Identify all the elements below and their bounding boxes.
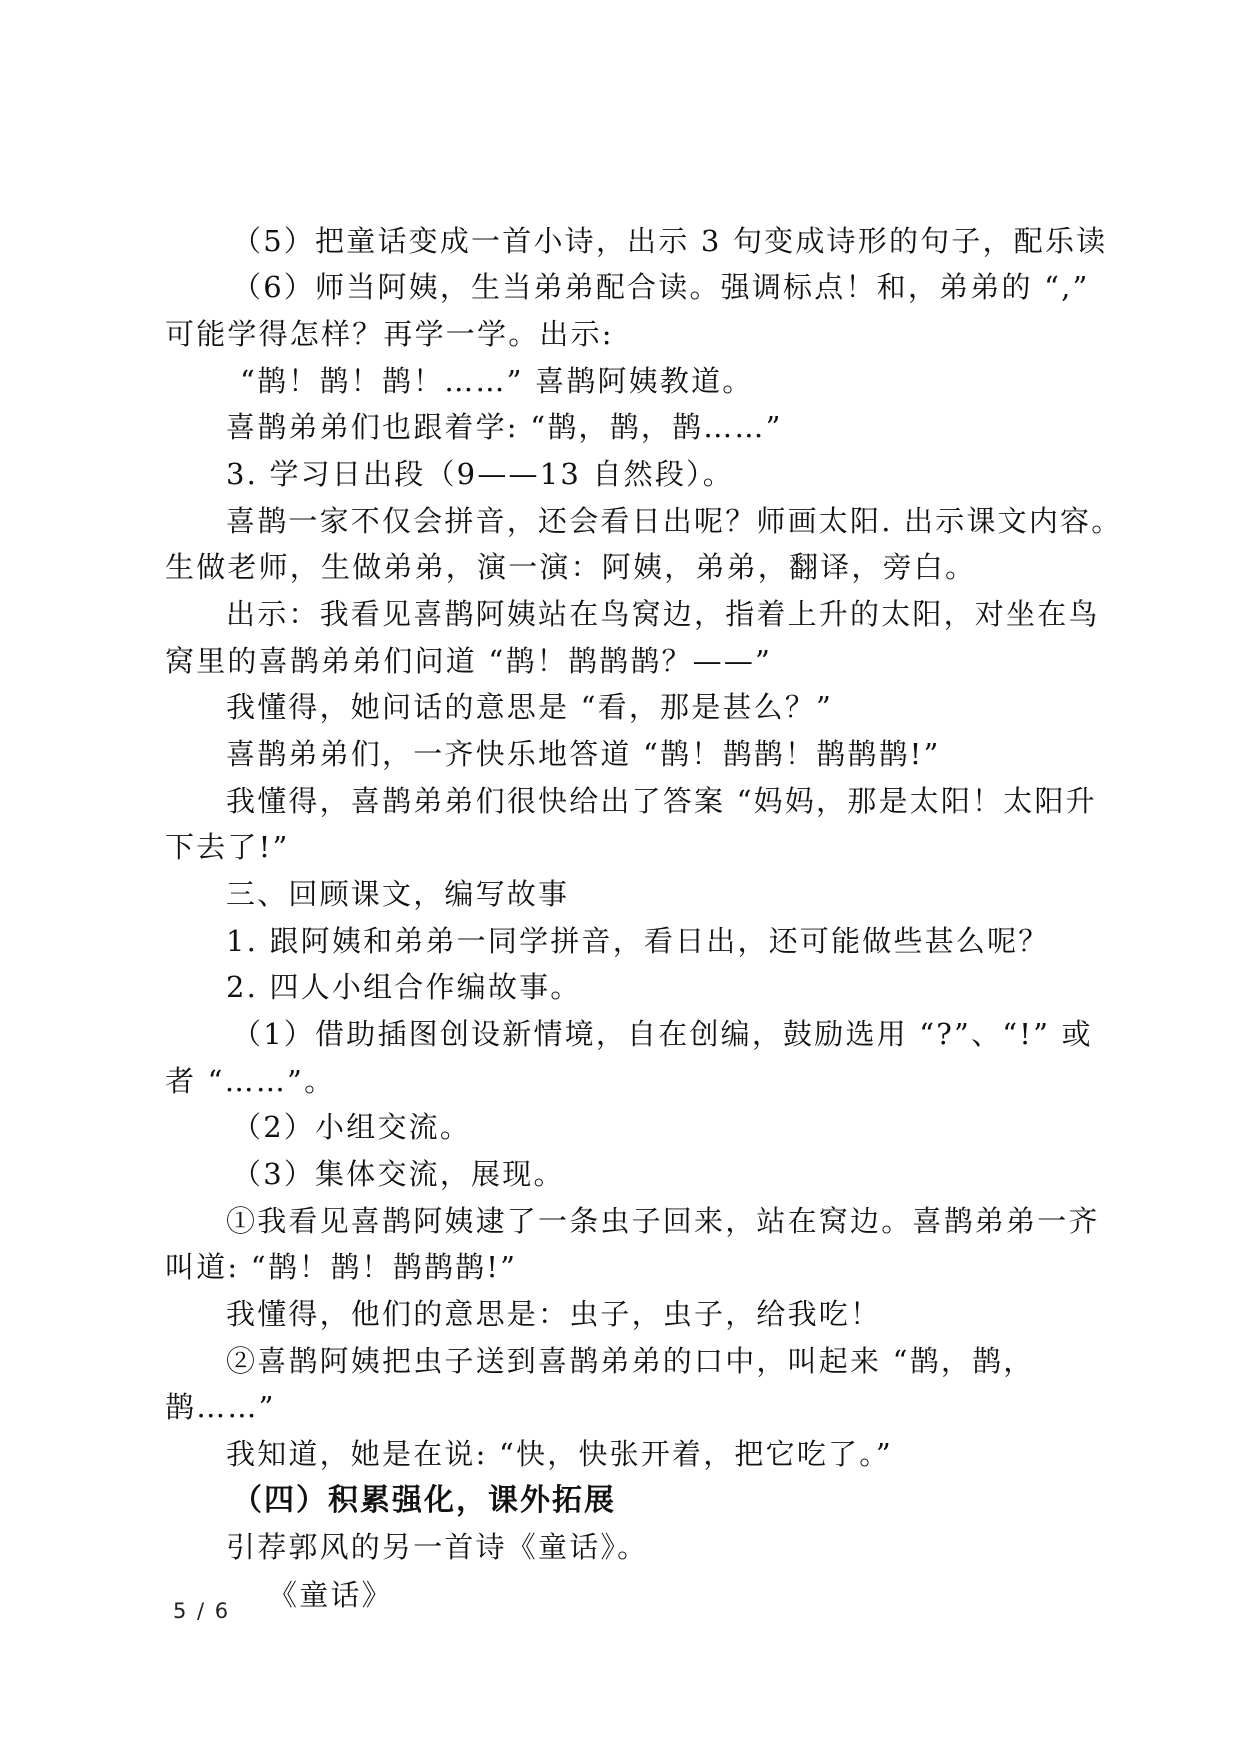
text-line: 出示：我看见喜鹊阿姨站在鸟窝边，指着上升的太阳，对坐在鸟 [226, 597, 1100, 631]
text-line: （1）借助插图创设新情境，自在创编，鼓励选用 “?”、“!” 或 [232, 1017, 1093, 1051]
text-line: 我懂得，他们的意思是：虫子，虫子，给我吃！ [226, 1297, 882, 1331]
text-line: 下去了!” [165, 830, 290, 864]
text-line: 1. 跟阿姨和弟弟一同学拼音，看日出，还可能做些甚么呢？ [226, 924, 1050, 958]
section-heading: （四）积累强化，课外拓展 [232, 1483, 616, 1518]
text-line: 引荐郭风的另一首诗《童话》。 [226, 1530, 649, 1564]
text-line: 2. 四人小组合作编故事。 [226, 970, 582, 1004]
text-line: 鹊……” [165, 1390, 276, 1424]
text-line: ②喜鹊阿姨把虫子送到喜鹊弟弟的口中，叫起来 “鹊，鹊， [226, 1344, 1035, 1378]
text-line: 窝里的喜鹊弟弟们问道 “鹊！鹊鹊鹊？——” [165, 644, 773, 678]
text-line: （6）师当阿姨，生当弟弟配合读。强调标点！和，弟弟的 “,” [232, 270, 1090, 304]
text-line: （2）小组交流。 [232, 1110, 472, 1144]
text-line: 三、回顾课文，编写故事 [226, 877, 570, 911]
text-line: 3. 学习日出段（9——13 自然段）。 [226, 457, 734, 491]
text-line: “鹊！鹊！鹊！……” 喜鹊阿姨教道。 [240, 364, 754, 398]
text-line: （5）把童话变成一首小诗，出示 3 句变成诗形的句子，配乐读 [232, 224, 1108, 258]
page-number: 5 / 6 [173, 1599, 231, 1623]
text-line: 喜鹊弟弟们也跟着学: “鹊，鹊，鹊……” [226, 410, 783, 444]
text-line: 者 “……”。 [165, 1064, 336, 1098]
text-line: 生做老师，生做弟弟，演一演：阿姨，弟弟，翻译，旁白。 [165, 550, 977, 584]
text-line: 我懂得，喜鹊弟弟们很快给出了答案 “妈妈，那是太阳！太阳升 [226, 784, 1097, 818]
text-line: 喜鹊一家不仅会拼音，还会看日出呢？师画太阳. 出示课文内容。 [226, 504, 1123, 538]
text-line: 可能学得怎样？再学一学。出示: [165, 317, 614, 351]
text-line: 叫道: “鹊！鹊！鹊鹊鹊!” [165, 1250, 518, 1284]
text-line: （3）集体交流，展现。 [232, 1157, 565, 1191]
text-line: 喜鹊弟弟们，一齐快乐地答道 “鹊！鹊鹊！鹊鹊鹊!” [226, 737, 941, 771]
text-line: 我懂得，她问话的意思是 “看，那是甚么？” [226, 690, 834, 724]
poem-title: 《童话》 [268, 1578, 393, 1612]
text-line: 我知道，她是在说: “快，快张开着，把它吃了。” [226, 1437, 893, 1471]
text-line: ①我看见喜鹊阿姨逮了一条虫子回来，站在窝边。喜鹊弟弟一齐 [226, 1204, 1100, 1238]
